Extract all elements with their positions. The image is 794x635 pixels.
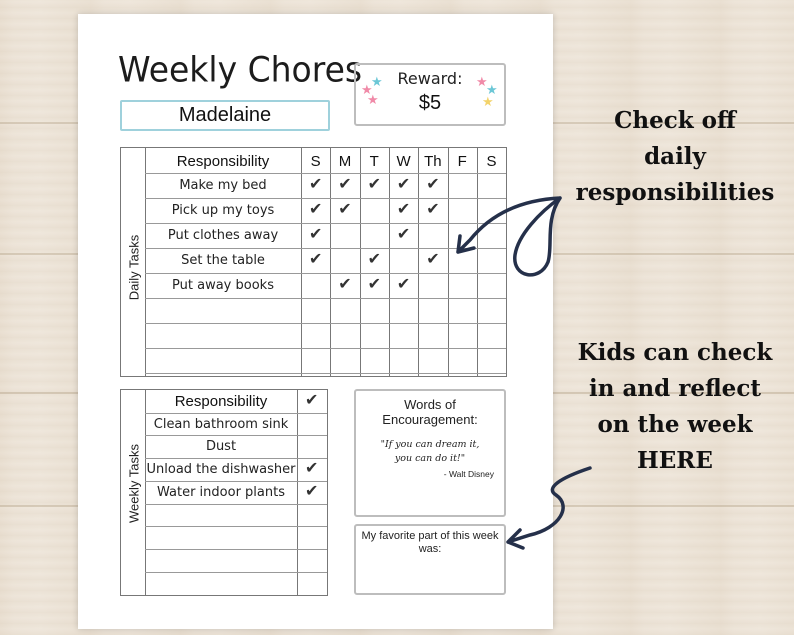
task-name: Dust	[205, 439, 237, 455]
star-icon: ★	[371, 74, 383, 89]
task-name: Put clothes away	[167, 228, 279, 243]
star-icon: ★	[482, 94, 494, 109]
checkmark-icon: ✔	[426, 176, 440, 193]
checkmark-icon: ✔	[305, 460, 319, 478]
child-name-field: Madelaine	[120, 100, 330, 131]
task-name: Unload the dishwasher	[146, 462, 296, 478]
checkmark-icon: ✔	[305, 482, 319, 500]
checkmark-icon: ✔	[396, 176, 411, 193]
responsibility-header: Responsibility	[176, 153, 270, 170]
day-header: W	[396, 153, 411, 170]
favorite-prompt: My favorite part of this week was:	[361, 530, 499, 555]
checkmark-icon: ✔	[396, 276, 411, 293]
quote-line-1: "If you can dream it,	[380, 439, 480, 450]
checkmark-icon: ✔	[338, 176, 352, 193]
page-title: Weekly Chores	[118, 49, 363, 90]
callout-line: Check off	[614, 107, 736, 134]
checkmark-icon: ✔	[338, 201, 352, 218]
checkmark-icon: ✔	[367, 251, 381, 268]
quote-author: - Walt Disney	[443, 469, 494, 479]
checkmark-icon: ✔	[426, 251, 440, 268]
reward-label: Reward:	[397, 69, 463, 88]
responsibility-header: Responsibility	[174, 393, 268, 410]
quote-line-2: you can do it!"	[394, 453, 466, 464]
task-name: Put away books	[172, 278, 274, 293]
arrow-to-daily	[458, 198, 560, 275]
star-icon: ★	[476, 74, 488, 89]
task-name: Pick up my toys	[171, 203, 275, 218]
checkmark-icon: ✔	[309, 176, 323, 193]
checkmark-icon: ✔	[309, 226, 323, 243]
checkmark-icon: ✔	[305, 392, 319, 409]
star-icon: ★	[367, 92, 379, 107]
callout-line: on the week	[597, 411, 753, 438]
callout-line: responsibilities	[575, 179, 775, 206]
day-header: F	[457, 153, 467, 170]
star-icon: ★	[486, 82, 498, 97]
reward-value: $5	[418, 92, 442, 114]
checkmark-icon: ✔	[367, 176, 381, 193]
task-name: Water indoor plants	[157, 484, 285, 500]
checkmark-icon: ✔	[396, 201, 411, 218]
day-header: Th	[424, 153, 442, 170]
day-header: M	[338, 153, 352, 170]
checkmark-icon: ✔	[309, 201, 323, 218]
day-header: T	[369, 153, 379, 170]
callout-line: HERE	[637, 447, 713, 474]
day-header: S	[486, 153, 497, 170]
task-name: Set the table	[181, 253, 265, 268]
encouragement-title: Words of Encouragement:	[382, 397, 478, 427]
task-name: Clean bathroom sink	[153, 416, 289, 432]
checkmark-icon: ✔	[309, 251, 323, 268]
day-header: S	[310, 153, 321, 170]
arrow-to-favorite	[508, 468, 590, 548]
task-name: Make my bed	[179, 178, 267, 193]
daily-tasks-label: Daily Tasks	[126, 234, 142, 301]
checkmark-icon: ✔	[426, 201, 440, 218]
checkmark-icon: ✔	[338, 276, 352, 293]
callout-line: daily	[644, 143, 706, 170]
checkmark-icon: ✔	[367, 276, 381, 293]
star-icon: ★	[361, 82, 373, 97]
weekly-tasks-label: Weekly Tasks	[126, 444, 142, 523]
callout-line: in and reflect	[589, 375, 761, 402]
callout-line: Kids can check	[577, 339, 773, 366]
checkmark-icon: ✔	[396, 226, 411, 243]
